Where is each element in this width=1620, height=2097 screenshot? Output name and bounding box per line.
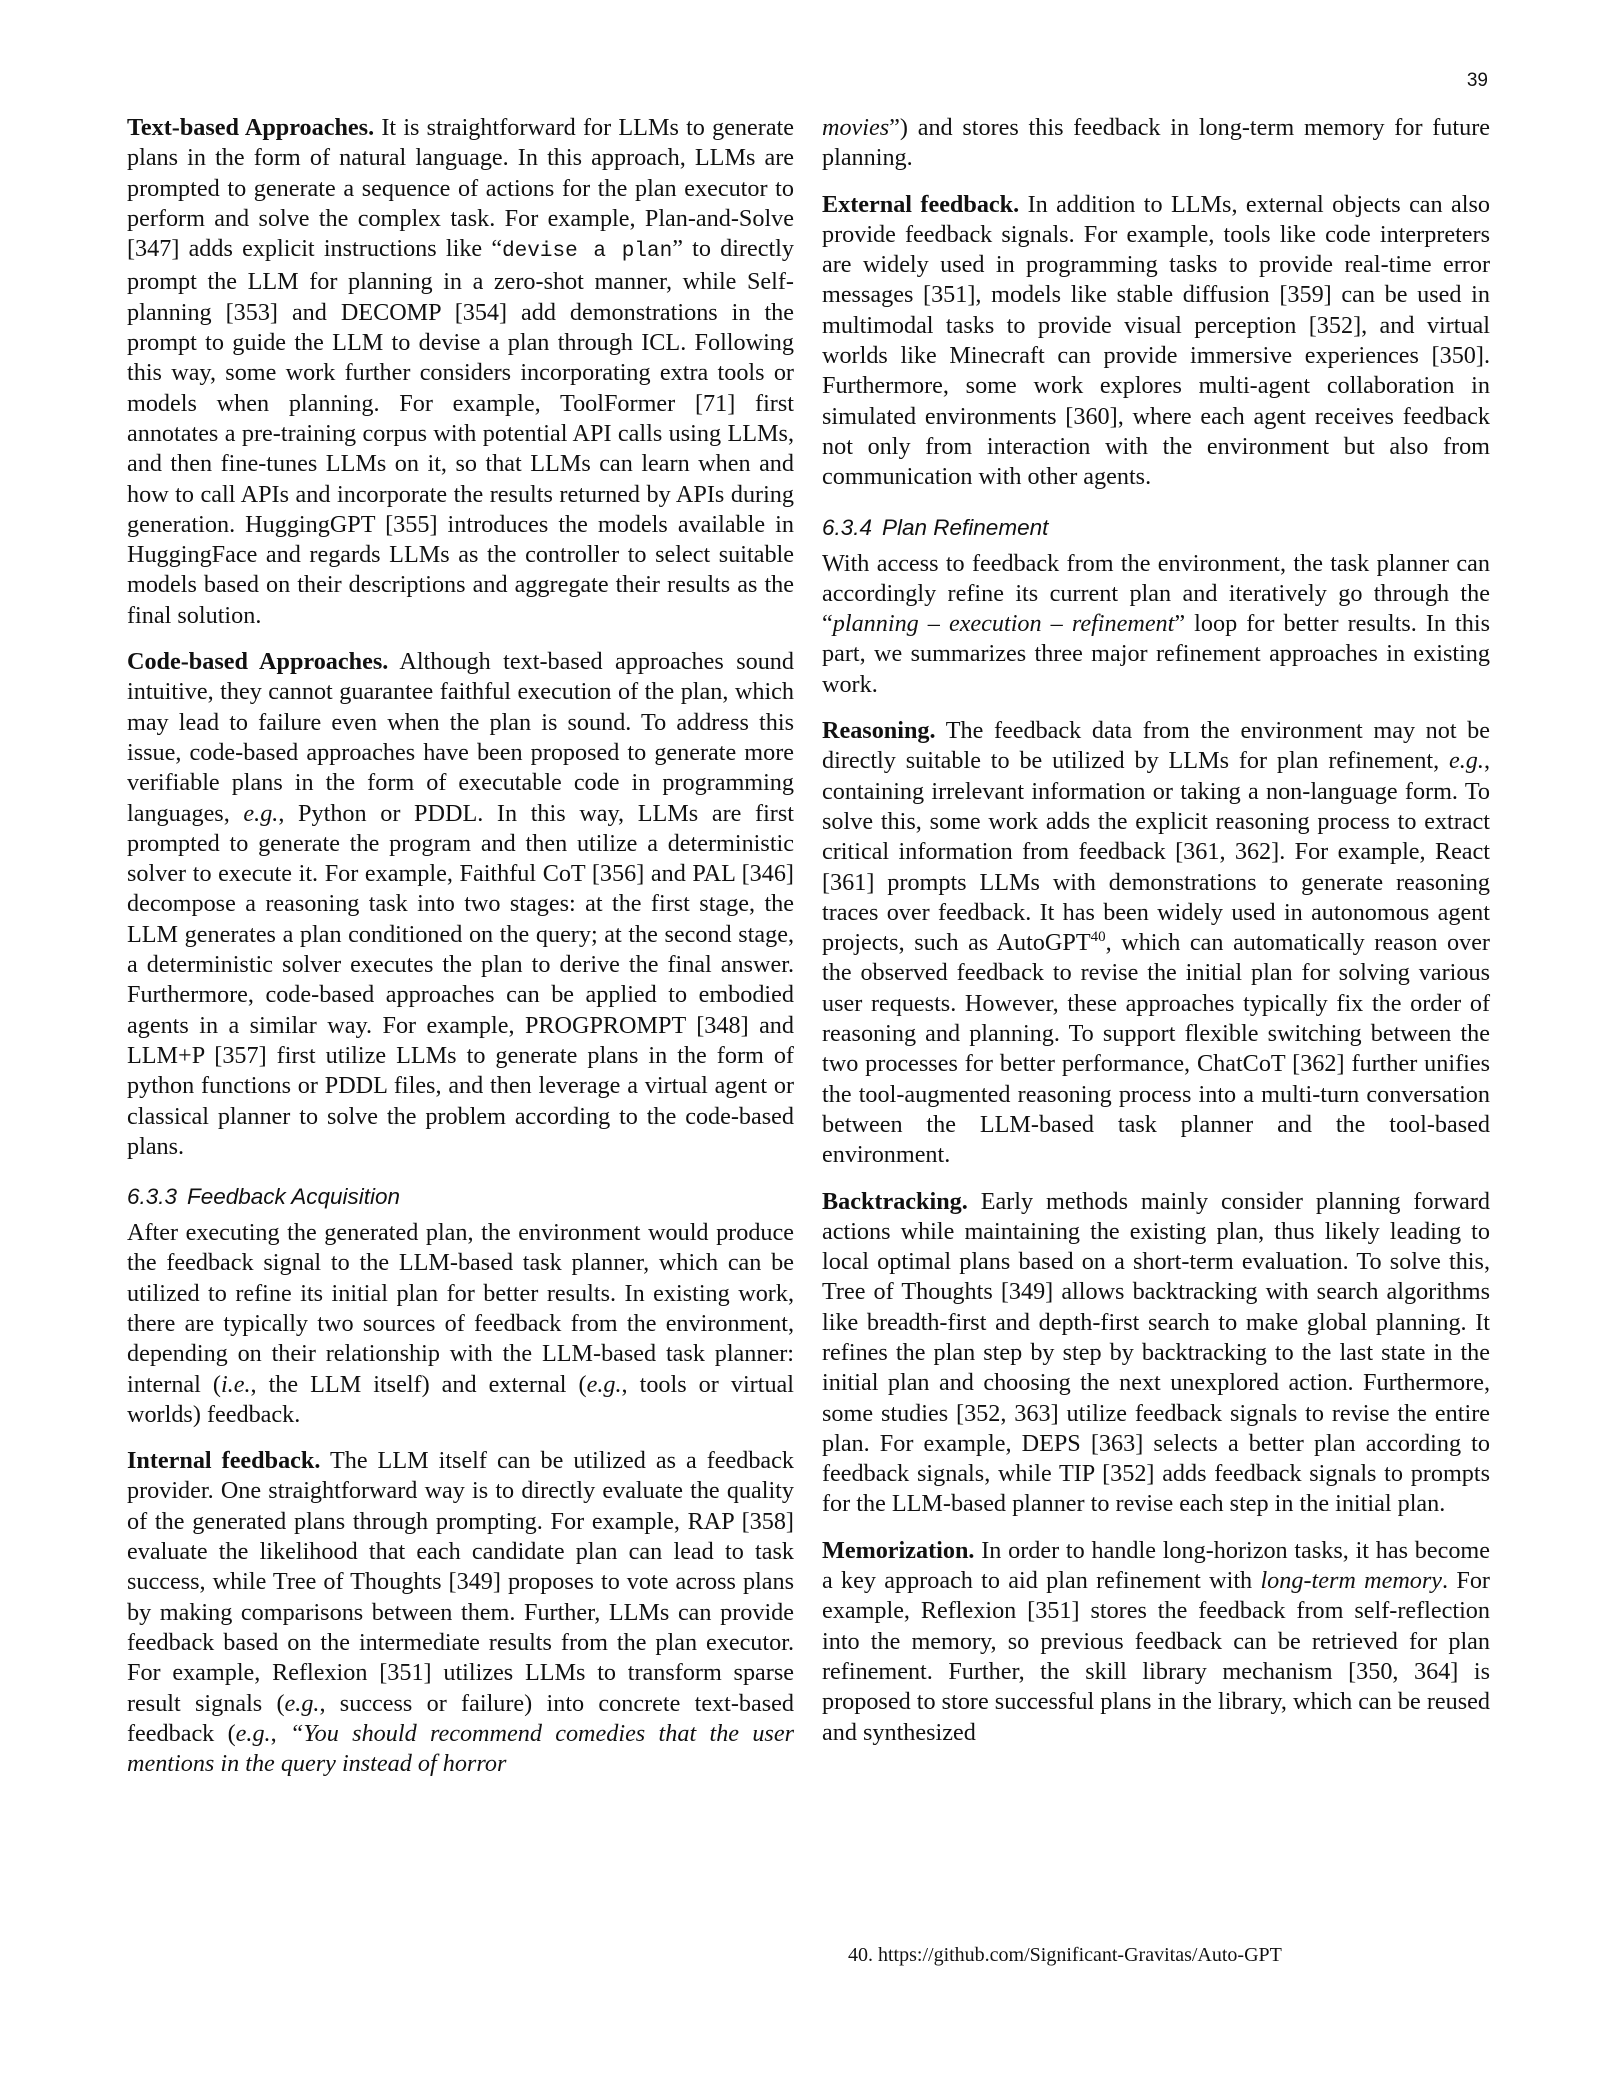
paragraph-body: It is straightforward for LLMs to generate plans in the form of natural language. In this approach, LLMs are prompted to generate a sequence of actions for the plan executor to perform and solve the complex task. For example, Plan-and-Solve [347] adds explicit instructions like “ [127, 114, 795, 263]
paragraph-body: ”) and stores this feedback in long-term memory for future planning. [822, 114, 1490, 172]
paragraph-body: The feedback data from the environment may not be directly suitable to be utilized by LLMs for plan refinement, [822, 717, 1490, 775]
abbrev-eg: e.g. [1449, 747, 1484, 775]
paragraph-body: In order to handle long-horizon tasks, it has become a key approach to aid plan refinement with [822, 1536, 1490, 1595]
paragraph-lead: Memorization. [822, 1536, 975, 1564]
paragraph-body: , which can automatically reason over the observed feedback to revise the initial plan for solving various user requests. However, these approaches typically fix the order of reasoning and planning. To support flexible switching between the two processes for better performance, ChatCoT [362] further unifies the tool-augmented reasoning process into a multi-turn conversation between the LLM-based task planner and the tool-based environment. [822, 929, 1490, 1169]
section-heading-6-3-3 [127, 1182, 794, 1212]
paragraph-body: The LLM itself can be utilized as a feedback provider. One straightforward way is to directly evaluate the quality of the generated plans through prompting. For example, RAP [358] evaluate the likelihood that each candidate plan can lead to task success, while Tree of Thoughts [349] proposes to vote across plans by making comparisons between them. Further, LLMs can provide feedback based on the intermediate results from the plan executor. For example, Reflexion [351] utilizes LLMs to transform sparse result signals ( [127, 1447, 794, 1717]
paragraph-body: ” loop for better results. In this part, we summarizes three major refinement approaches in existing work. [822, 610, 1491, 698]
paragraph-body: , [270, 1719, 290, 1747]
paragraph-backtracking [822, 1187, 1490, 1520]
term-long-term-memory: long-term memory [1260, 1567, 1443, 1595]
paragraph-body: , the LLM itself) and external ( [250, 1370, 587, 1398]
quoted-example: movies [822, 114, 890, 141]
page-number: 39 [1466, 70, 1488, 91]
abbrev-ie: i.e. [220, 1370, 251, 1398]
section-heading-6-3-4 [822, 513, 1490, 543]
abbrev-eg: e.g. [284, 1689, 320, 1717]
footnote-ref[interactable]: 40 [1090, 929, 1106, 946]
paragraph-external-feedback [822, 190, 1490, 493]
section-number: 6.3.3 [127, 1184, 178, 1210]
paragraph-body: , success or failure) into concrete text-based feedback ( [127, 1689, 794, 1747]
abbrev-eg: e.g. [235, 1719, 271, 1747]
paragraph-internal-feedback [127, 1446, 794, 1779]
section-title: Plan Refinement [882, 514, 1049, 540]
paragraph-body: In addition to LLMs, external objects can also provide feedback signals. For example, tools like code interpreters are widely used in programming tasks to provide real-time error messages [351], models like stable diffusion [359] can be used in multimodal tasks to provide visual perception [352], and virtual worlds like Minecraft can provide immersive experiences [350]. Furthermore, some work explores multi-agent collaboration in simulated environments [360], where each agent receives feedback not only from interaction with the environment but also from communication with other agents. [822, 190, 1490, 491]
paragraph-lead: Text-based Approaches. [127, 114, 375, 141]
paragraph-lead: External feedback. [822, 190, 1020, 218]
footnote: 40. https://github.com/Significant-Gravitas/Auto-GPT [848, 1944, 1282, 1966]
paragraph-feedback-acquisition [127, 1218, 794, 1430]
paragraph-lead: Reasoning. [822, 717, 936, 745]
paragraph-body: . For example, Reflexion [351] stores the feedback from self-reflection into the memory, so previous feedback can be retrieved for plan refinement. Further, the skill library mechanism [350, 364] is proposed to store successful plans in the library, which can be reused and synthesized [822, 1567, 1490, 1746]
paragraph-lead: Internal feedback. [127, 1447, 321, 1475]
paragraph-body: , Python or PDDL. In this way, LLMs are first prompted to generate the program and then utilize a deterministic solver to execute it. For example, Faithful CoT [356] and PAL [346] decompose a reasoning task into two stages: at the first stage, the LLM generates a plan conditioned on the query; at the second stage, a deterministic solver executes the plan to derive the final answer. Furthermore, code-based approaches can be applied to embodied agents in a similar way. For example, PROGPROMPT [348] and LLM+P [357] first utilize LLMs to generate plans in the form of python functions or PDDL files, and then leverage a virtual agent or classical planner to solve the problem according to the code-based plans. [127, 799, 794, 1160]
right-column [822, 113, 1490, 1764]
paragraph-body: ” to directly prompt the LLM for planning in a zero-shot manner, while Self-planning [353] and DECOMP [354] add demonstrations in the prompt to guide the LLM to devise a plan through ICL. Following this way, some work further considers incorporating extra tools or models when planning. For example, ToolFormer [71] first annotates a pre-training corpus with potential API calls using LLMs, and then fine-tunes LLMs on it, so that LLMs can learn when and how to call APIs and incorporate the results returned by APIs during generation. HuggingGPT [355] introduces the models available in HuggingFace and regards LLMs as the controller to select suitable models based on their descriptions and aggregate their results as the final solution. [127, 235, 794, 629]
paragraph-memorization [822, 1536, 1490, 1748]
left-column [127, 113, 794, 1795]
paragraph-code-based-approaches [127, 647, 794, 1162]
paragraph-internal-feedback-continued [822, 113, 1490, 174]
paragraph-body: Although text-based approaches sound intuitive, they cannot guarantee faithful execution of the plan, which may lead to failure even when the plan is sound. To address this issue, code-based approaches have been proposed to generate more verifiable plans in the form of executable code in programming languages, [127, 648, 794, 827]
paragraph-body: After executing the generated plan, the environment would produce the feedback signal to the LLM-based task planner, which can be utilized to refine its initial plan for better results. In existing work, there are typically two sources of feedback from the environment, depending on their relationship with the LLM-based task planner: internal ( [127, 1219, 794, 1398]
abbrev-eg: e.g. [243, 799, 279, 827]
paragraph-text-based-approaches [127, 113, 794, 631]
paragraph-lead: Backtracking. [822, 1187, 968, 1215]
paragraph-body: , tools or virtual worlds) feedback. [127, 1370, 794, 1428]
paragraph-body: With access to feedback from the environment, the task planner can accordingly refine its current plan and iteratively go through the “ [822, 549, 1490, 638]
paragraph-lead: Code-based Approaches. [127, 648, 389, 676]
code-snippet: devise a plan [502, 240, 673, 264]
section-title: Feedback Acquisition [187, 1184, 401, 1210]
paragraph-body: Early methods mainly consider planning forward actions while maintaining the existing plan, thus likely leading to local optimal plans based on a short-term evaluation. To solve this, Tree of Thoughts [349] allows backtracking with search algorithms like breadth-first and depth-first search to make global planning. It refines the plan step by step by backtracking to the last state in the initial plan and choosing the next unexplored action. Furthermore, some studies [352, 363] utilize feedback signals to revise the entire plan. For example, DEPS [363] selects a better plan according to feedback signals, while TIP [352] adds feedback signals to prompts for the LLM-based planner to revise each step in the initial plan. [822, 1187, 1490, 1518]
loop-phrase: planning – execution – refinement [832, 610, 1175, 638]
section-number: 6.3.4 [822, 514, 873, 540]
paragraph-reasoning [822, 716, 1490, 1170]
abbrev-eg: e.g. [586, 1370, 622, 1398]
quoted-example: “You should recommend comedies that the user mentions in the query instead of horror [127, 1719, 794, 1778]
paragraph-plan-refinement [822, 549, 1490, 700]
paragraph-body: , containing irrelevant information or taking a non-language form. To solve this, some work adds the explicit reasoning process to extract critical information from feedback [361, 362]. For example, React [361] prompts LLMs with demonstrations to generate reasoning traces over feedback. It has been widely used in autonomous agent projects, such as AutoGPT [822, 747, 1490, 957]
